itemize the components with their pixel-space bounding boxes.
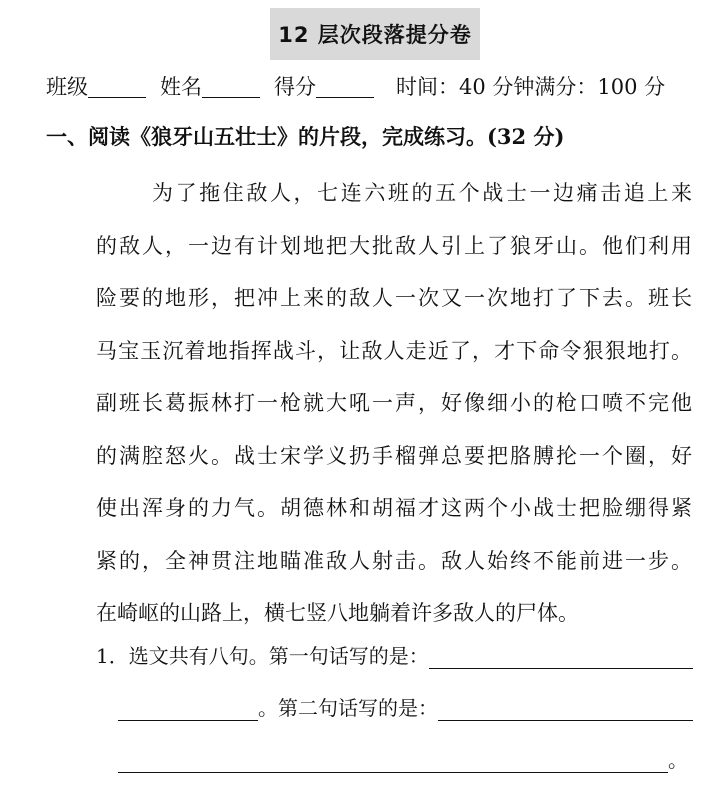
page-title: 12 层次段落提分卷 [278,23,472,47]
answer-blank[interactable] [438,696,693,721]
passage-line: 的满腔怒火。战士宋学义扔手榴弹总要把胳膊抡一个圈，好 [96,443,692,468]
student-info-line [46,71,706,101]
title-banner [270,8,480,60]
passage-line: 副班长葛振林打一枪就大吼一声，好像细小的枪口喷不完他 [96,391,692,415]
passage-line: 使出浑身的力气。胡德林和胡福才这两个小战士把脸绷得紧 [96,496,692,520]
question-1-prompt-2: 。第二句话写的是： [258,696,438,720]
passage-line: 马宝玉沉着地指挥战斗，让敌人走近了，才下命令狠狠地打。 [96,338,692,363]
passage-line: 在崎岖的山路上，横七竖八地躺着许多敌人的尸体。 [96,601,579,625]
time-and-score-text: 时间：40 分钟满分：100 分 [396,75,666,99]
question-1-prompt: 1．选文共有八句。第一句话写的是： [96,644,429,668]
time-field [396,71,665,101]
name-label: 姓名 [160,75,202,99]
answer-blank[interactable] [118,748,668,773]
score-label: 得分 [274,75,316,99]
class-blank[interactable] [88,75,146,98]
reading-passage [96,167,692,640]
question-1-end-mark: 。 [668,748,688,772]
question-1-line-1 [96,640,693,669]
passage-line: 紧的，全神贯注地瞄准敌人射击。敌人始终不能前进一步。 [96,548,692,573]
answer-blank[interactable] [429,644,693,669]
passage-line: 为了拖住敌人，七连六班的五个战士一边痛击追上来 [152,181,692,205]
passage-line: 险要的地形，把冲上来的敌人一次又一次地打了下去。班长 [96,286,692,310]
question-1-line-3 [118,744,688,773]
score-field [274,71,374,101]
question-1-line-2 [118,692,693,721]
answer-blank[interactable] [118,696,258,721]
name-blank[interactable] [202,75,260,98]
class-field [46,71,146,101]
name-field [160,71,260,101]
passage-line: 的敌人，一边有计划地把大批敌人引上了狼牙山。他们利用 [96,233,692,258]
section-heading: 一、阅读《狼牙山五壮士》的片段，完成练习。(32 分) [46,124,565,149]
class-label: 班级 [46,75,88,99]
score-blank[interactable] [316,75,374,98]
